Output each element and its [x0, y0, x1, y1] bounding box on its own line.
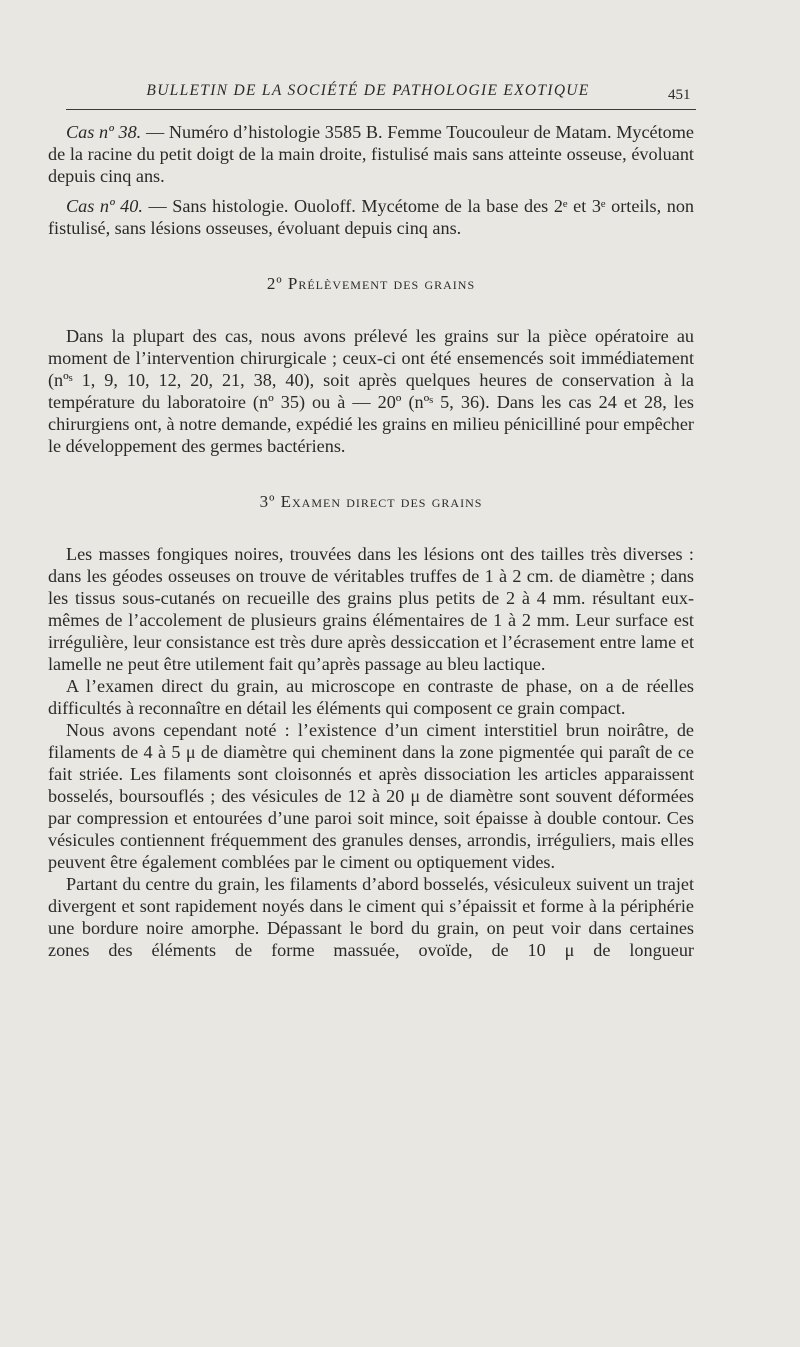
section-2-heading: 2º Prélèvement des grains [266, 274, 476, 293]
case-40-label: Cas nº 40. [66, 196, 143, 216]
section-3-paragraph-1: Les masses fongiques noires, trouvées dans les lésions ont des tailles très diverses : dans les géodes osseuses on trouve de véritables truffes de 1 à 2 cm. de diamètre ; dans les tissus sous-cutanés on recueille des grains plus petits de 2 à 4 mm. résultant eux-mêmes de l’accolement de plusieurs grains élémentaires de 1 à 2 mm. Leur surface est irrégulière, leur consistance est très dure après dessiccation et l’écrasement entre lame et lamelle ne peut être utilement fait qu’après passage au bleu lactique. [48, 544, 694, 674]
section-3-paragraph-4: Partant du centre du grain, les filaments d’abord bosselés, vésiculeux suivent un trajet divergent et sont rapidement noyés dans le ciment qui s’épaissit et forme à la périphérie une bordure noire amorphe. Dépassant le bord du grain, on peut voir dans certaines zones des éléments de forme massuée, ovoïde, de 10 μ de longueur [48, 874, 694, 960]
page-number: 451 [668, 87, 691, 103]
case-40-text: — Sans histologie. Ouoloff. Mycétome de la base des 2ᵉ et 3ᵉ orteils, non fistulisé, sans lésions osseuses, évoluant depuis cinq ans. [48, 196, 695, 238]
section-3-heading: 3º Examen direct des grains [259, 492, 483, 511]
case-38-label: Cas nº 38. [66, 122, 142, 142]
case-40-paragraph [48, 195, 694, 239]
running-header: BULLETIN DE LA SOCIÉTÉ DE PATHOLOGIE EXOTIQUE [146, 82, 590, 99]
section-2-paragraph: Dans la plupart des cas, nous avons prélevé les grains sur la pièce opératoire au moment de l’intervention chirurgicale ; ceux-ci ont été ensemencés soit immédiatement (nºˢ 1, 9, 10, 12, 20, 21, 38, 40), soit après quelques heures de conservation à la température du laboratoire (nº 35) ou à — 20º (nºˢ 5, 36). Dans les cas 24 et 28, les chirurgiens ont, à notre demande, expédié les grains en milieu pénicilliné pour empêcher le développement des germes bactériens. [48, 326, 694, 456]
section-3-paragraph-2: A l’examen direct du grain, au microscope en contraste de phase, on a de réelles difficultés à reconnaître en détail les éléments qui composent ce grain compact. [48, 676, 694, 718]
header-rule [66, 109, 696, 110]
case-38-text: — Numéro d’histologie 3585 B. Femme Toucouleur de Matam. Mycétome de la racine du petit doigt de la main droite, fistulisé mais sans atteinte osseuse, évoluant depuis cinq ans. [48, 122, 694, 186]
case-38-paragraph [48, 121, 694, 187]
section-3-paragraph-3: Nous avons cependant noté : l’existence d’un ciment interstitiel brun noirâtre, de filaments de 4 à 5 μ de diamètre qui cheminent dans la zone pigmentée qui paraît de ce fait striée. Les filaments sont cloisonnés et après dissociation les articles apparaissent bosselés, boursouflés ; des vésicules de 12 à 20 μ de diamètre sont souvent déformées par compression et entourées d’une paroi soit mince, soit épaisse à double contour. Ces vésicules contiennent fréquemment des granules denses, arrondis, irréguliers, mais elles peuvent être également comblées par le ciment ou optiquement vides. [48, 720, 694, 872]
body-text [48, 121, 694, 961]
